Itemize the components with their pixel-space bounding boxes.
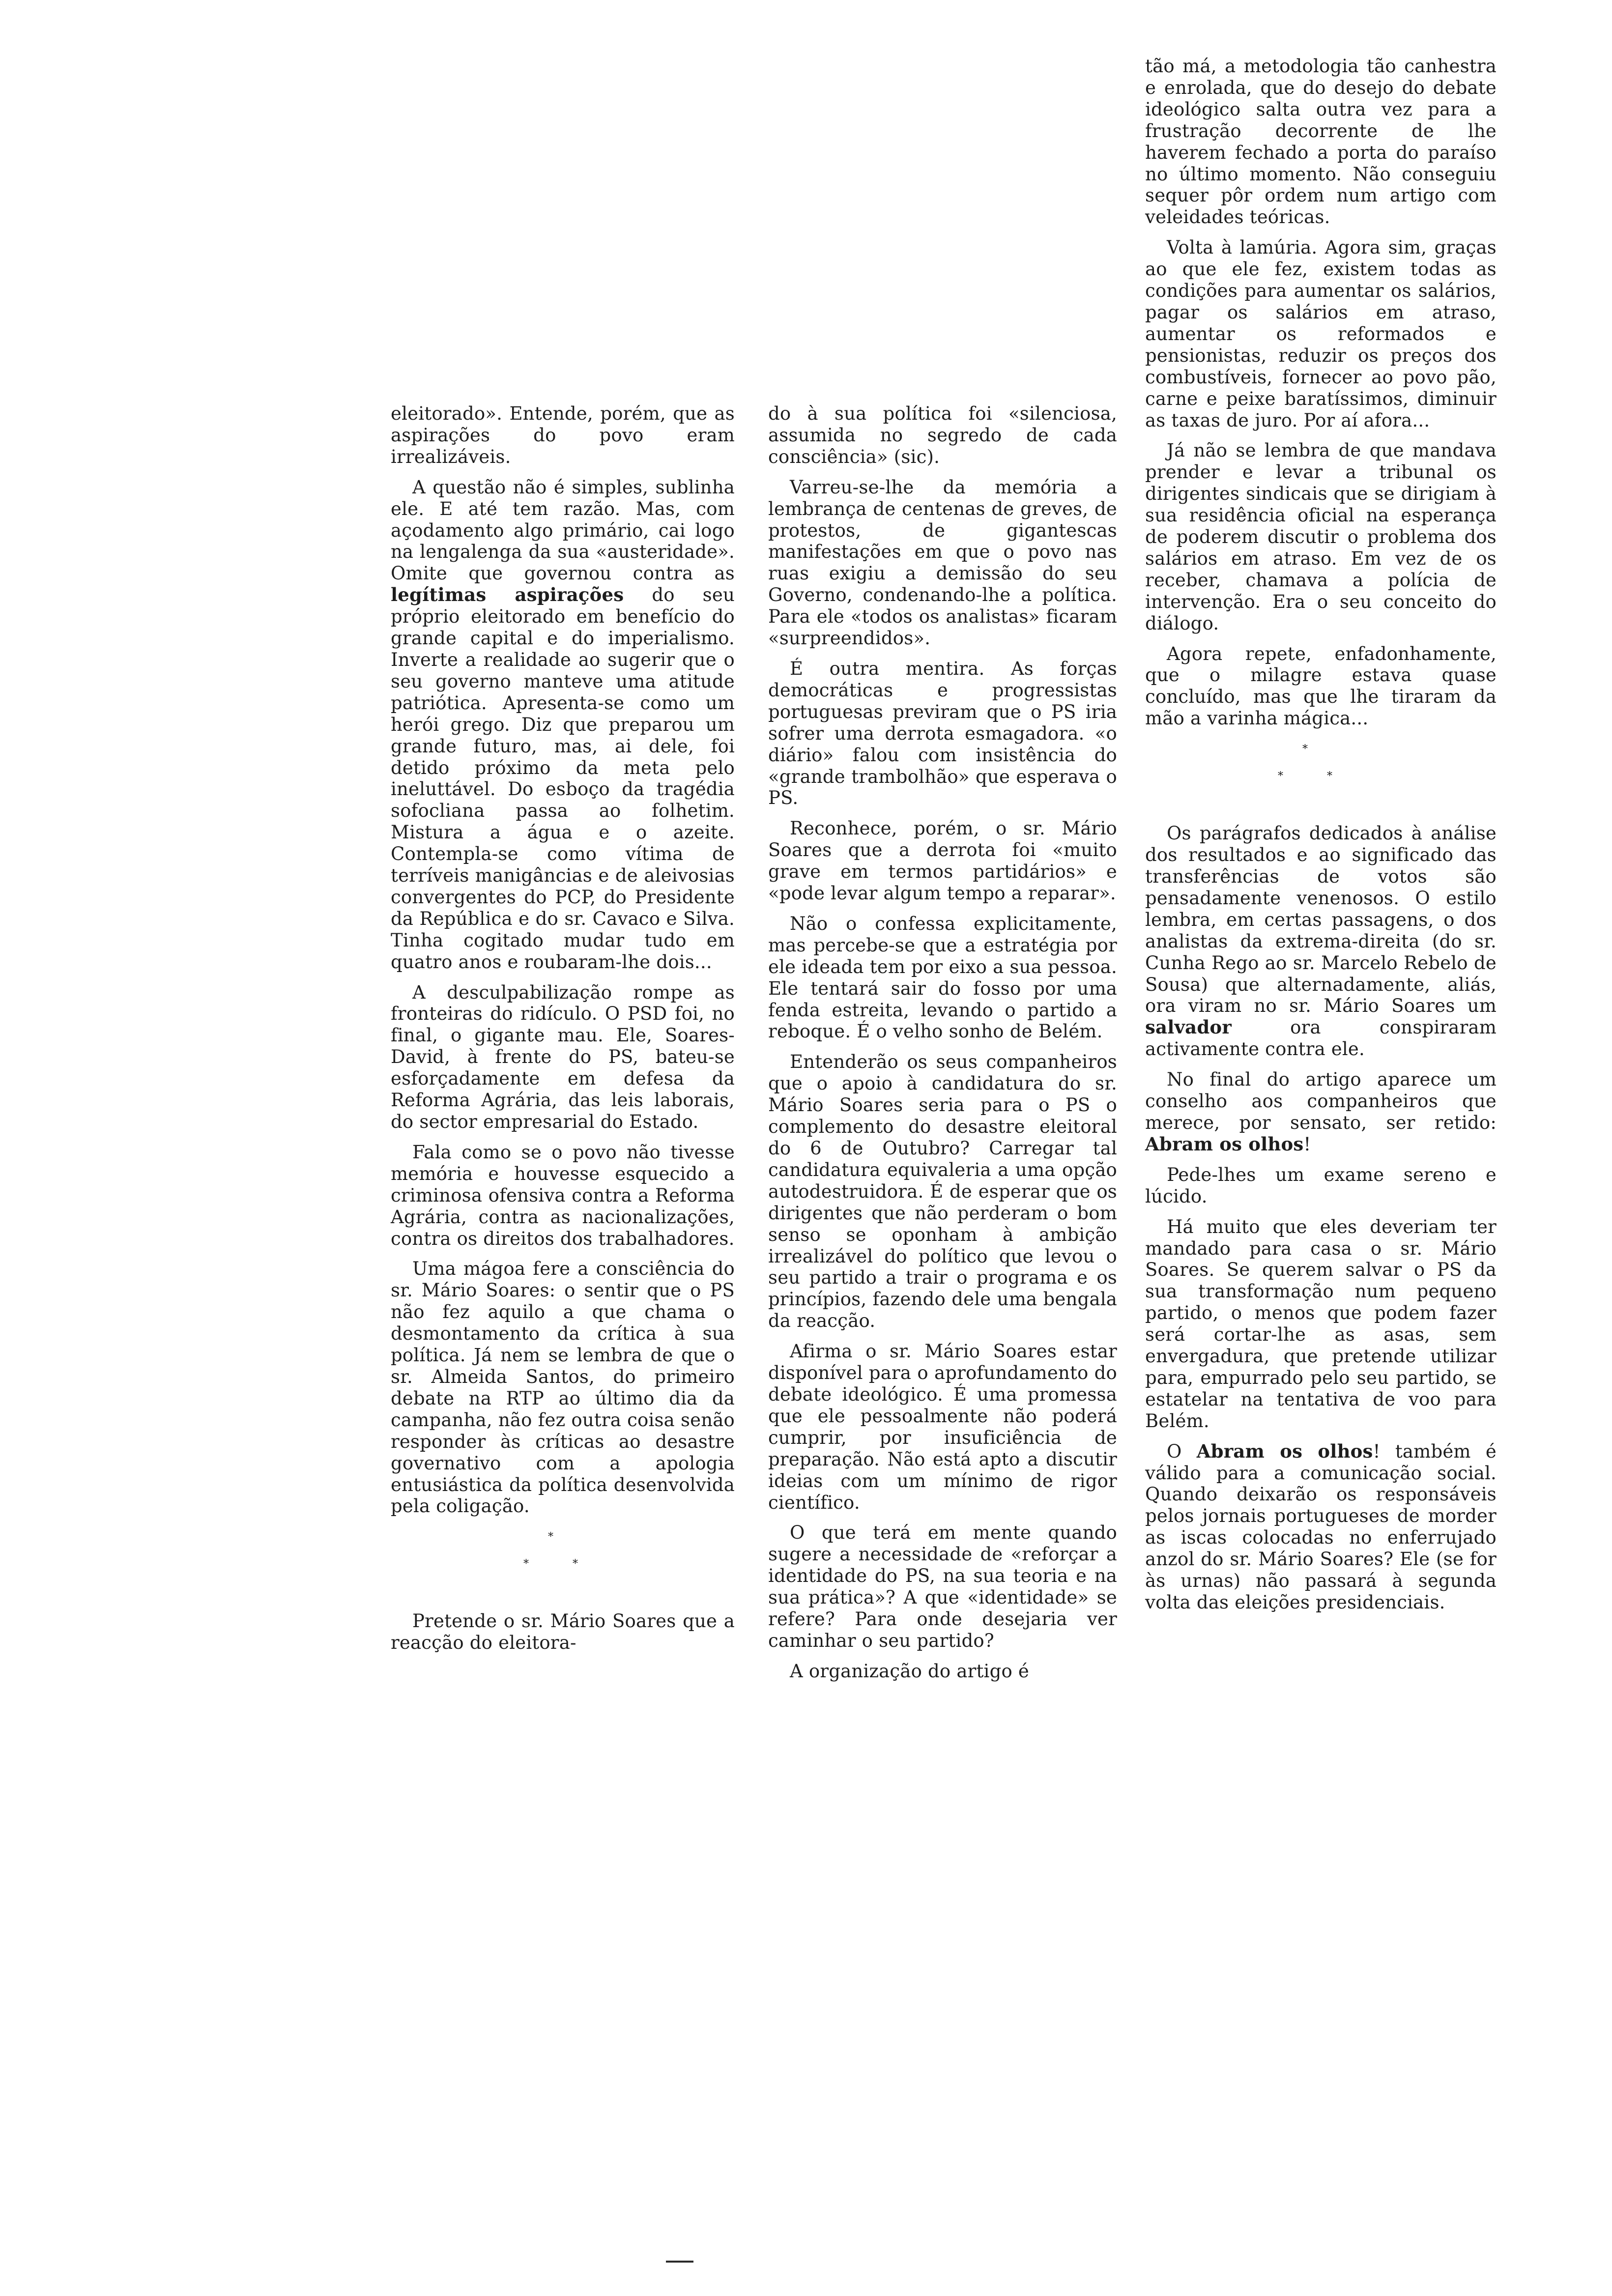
bold-phrase: legítimas aspirações: [391, 584, 624, 606]
paragraph: Já não se lembra de que mandava prender e levar a tribunal os dirigentes sindicais que se dirigiam à sua residência oficial na esperança de poderem discutir o problema dos salários em atraso. Em vez de os receber, chamava a polícia de intervenção. Era o seu conceito do diálogo.: [1145, 440, 1497, 634]
bottom-rule: [666, 2261, 693, 2263]
paragraph: No final do artigo aparece um conselho aos companheiros que merece, por sensato, ser retido: Abram os olhos!: [1145, 1069, 1497, 1155]
paragraph: A organização do artigo é: [790, 1660, 1030, 1682]
paragraph: tão má, a metodologia tão canhestra e enrolada, que do desejo do debate ideológico salta outra vez para a frustração decorrente de lhe haverem fechado a porta do paraíso no último momento. Não conseguiu sequer pôr ordem num artigo com veleidades teóricas.: [1145, 56, 1497, 228]
paragraph: A desculpabilização rompe as fronteiras do ridículo. O PSD foi, no final, o gigante mau. Ele, Soares-David, à frente do PS, bateu-se esforçadamente em defesa da Reforma Agrária, das leis laborais, do sector empresarial do Estado.: [391, 981, 735, 1132]
paragraph: Varreu-se-lhe da memória a lembrança de centenas de greves, de protestos, de gigantescas manifestações em que o povo nas ruas exigiu a demissão do seu Governo, condenando-lhe a política. Para ele «todos os analistas» ficaram «surpreendidos».: [768, 476, 1117, 649]
bold-word: salvador: [1145, 1016, 1232, 1038]
paragraph: É outra mentira. As forças democráticas e progressistas portuguesas previram que o PS iria sofrer uma derrota esmagadora. «o diário» falou com insistência do «grande trambolhão» que esperava o PS.: [768, 658, 1117, 809]
separator-star: *: [1302, 743, 1308, 756]
separator-star: *: [573, 1558, 578, 1571]
paragraph: Volta à lamúria. Agora sim, graças ao que ele fez, existem todas as condições para aumentar os salários, pagar os salários em atraso, aumentar os reformados e pensionistas, reduzir os preços dos combustíveis, fornecer ao povo pão, carne e peixe baratíssimos, diminuir as taxas de juro. Por aí afora...: [1145, 237, 1497, 431]
separator-star: *: [1327, 770, 1333, 783]
paragraph: O que terá em mente quando sugere a necessidade de «reforçar a identidade do PS, na sua teoria e na sua prática»? A que «identidade» se refere? Para onde desejaria ver caminhar o seu partido?: [768, 1522, 1117, 1651]
paragraph: Entenderão os seus companheiros que o apoio à candidatura do sr. Mário Soares seria para o PS o complemento do desastre eleitoral do 6 de Outubro? Carregar tal candidatura equivaleria a uma opção autodestruidora. É de esperar que os dirigentes que não perderam o bom senso se oponham à ambição irrealizável do político que levou o seu partido a trair o programa e os princípios, fazendo dele uma bengala da reacção.: [768, 1051, 1117, 1332]
paragraph: do à sua política foi «silenciosa, assumida no segredo de cada consciência» (sic).: [768, 403, 1117, 467]
section-separator: [391, 1532, 735, 1591]
paragraph: Pede-lhes um exame sereno e lúcido.: [1145, 1164, 1497, 1207]
bold-phrase: Abram os olhos: [1145, 1133, 1304, 1155]
paragraph: O Abram os olhos! também é válido para a comunicação social. Quando deixarão os responsáveis pelos jornais portugueses de morder as iscas colocadas no enferrujado anzol do sr. Mário Soares? Ele (se for às urnas) não passará à segunda volta das eleições presidenciais.: [1145, 1440, 1497, 1613]
article-column-3: [1145, 56, 1497, 1622]
article-column-2: [768, 403, 1117, 1691]
bold-phrase: Abram os olhos: [1196, 1440, 1373, 1462]
paragraph: Afirma o sr. Mário Soares estar disponível para o aprofundamento do debate ideológico. É uma promessa que ele pessoalmente não poderá cumprir, por insuficiência de preparação. Não está apto a discutir ideias com um mínimo de rigor científico.: [768, 1341, 1117, 1513]
paragraph: Agora repete, enfadonhamente, que o milagre estava quase concluído, mas que lhe tiraram da mão a varinha mágica...: [1145, 643, 1497, 729]
section-separator: [1145, 744, 1497, 803]
paragraph: Há muito que eles deveriam ter mandado para casa o sr. Mário Soares. Se querem salvar o PS da sua transformação num pequeno partido, o menos que podem fazer será cortar-lhe as asas, sem envergadura, que pretende utilizar para, empurrado pelo seu partido, se estatelar na tentativa de voo para Belém.: [1145, 1216, 1497, 1432]
paragraph: eleitorado». Entende, porém, que as aspirações do povo eram irrealizáveis.: [391, 403, 735, 467]
article-column-1: [391, 403, 735, 1663]
separator-star: *: [523, 1558, 529, 1571]
paragraph: Pretende o sr. Mário Soares que a reacção do eleitora-: [391, 1610, 735, 1654]
paragraph: Reconhece, porém, o sr. Mário Soares que a derrota foi «muito grave em termos partidários» e «pode levar algum tempo a reparar».: [768, 818, 1117, 904]
paragraph: Não o confessa explicitamente, mas percebe-se que a estratégia por ele ideada tem por eixo a sua pessoa. Ele tentará sair do fosso por uma fenda estreita, levando o partido a reboque. É o velho sonho de Belém.: [768, 913, 1117, 1042]
paragraph: Fala como se o povo não tivesse memória e houvesse esquecido a criminosa ofensiva contra a Reforma Agrária, contra as nacionalizações, contra os direitos dos trabalhadores.: [391, 1141, 735, 1249]
separator-star: *: [548, 1531, 554, 1544]
separator-star: *: [1278, 770, 1284, 783]
paragraph: Os parágrafos dedicados à análise dos resultados e ao significado das transferências de votos são pensadamente venenosos. O estilo lembra, em certas passagens, o dos analistas da extrema-direita (do sr. Cunha Rego ao sr. Marcelo Rebelo de Sousa) que alternadamente, aliás, ora viram no sr. Mário Soares um salvador ora conspiraram activamente contra ele.: [1145, 823, 1497, 1060]
paragraph: Uma mágoa fere a consciência do sr. Mário Soares: o sentir que o PS não fez aquilo a que chama o desmontamento da crítica à sua política. Já nem se lembra de que o sr. Almeida Santos, do primeiro debate na RTP ao último dia da campanha, não fez outra coisa senão responder às críticas ao desastre governativo com a apologia entusiástica da política desenvolvida pela coligação.: [391, 1258, 735, 1517]
paragraph: A questão não é simples, sublinha ele. E até tem razão. Mas, com açodamento algo primário, cai logo na lengalenga da sua «austeridade». Omite que governou contra as legítimas aspirações do seu próprio eleitorado em benefício do grande capital e do imperialismo. Inverte a realidade ao sugerir que o seu governo manteve uma atitude patriótica. Apresenta-se como um herói grego. Diz que preparou um grande futuro, mas, ai dele, foi detido próximo da meta pelo ineluttável. Do esboço da tragédia sofocliana passa ao folhetim. Mistura a água e o azeite. Contempla-se como vítima de terríveis manigâncias e de aleivosias convergentes do PCP, do Presidente da República e do sr. Cavaco e Silva. Tinha cogitado mudar tudo em quatro anos e roubaram-lhe dois...: [391, 476, 735, 973]
